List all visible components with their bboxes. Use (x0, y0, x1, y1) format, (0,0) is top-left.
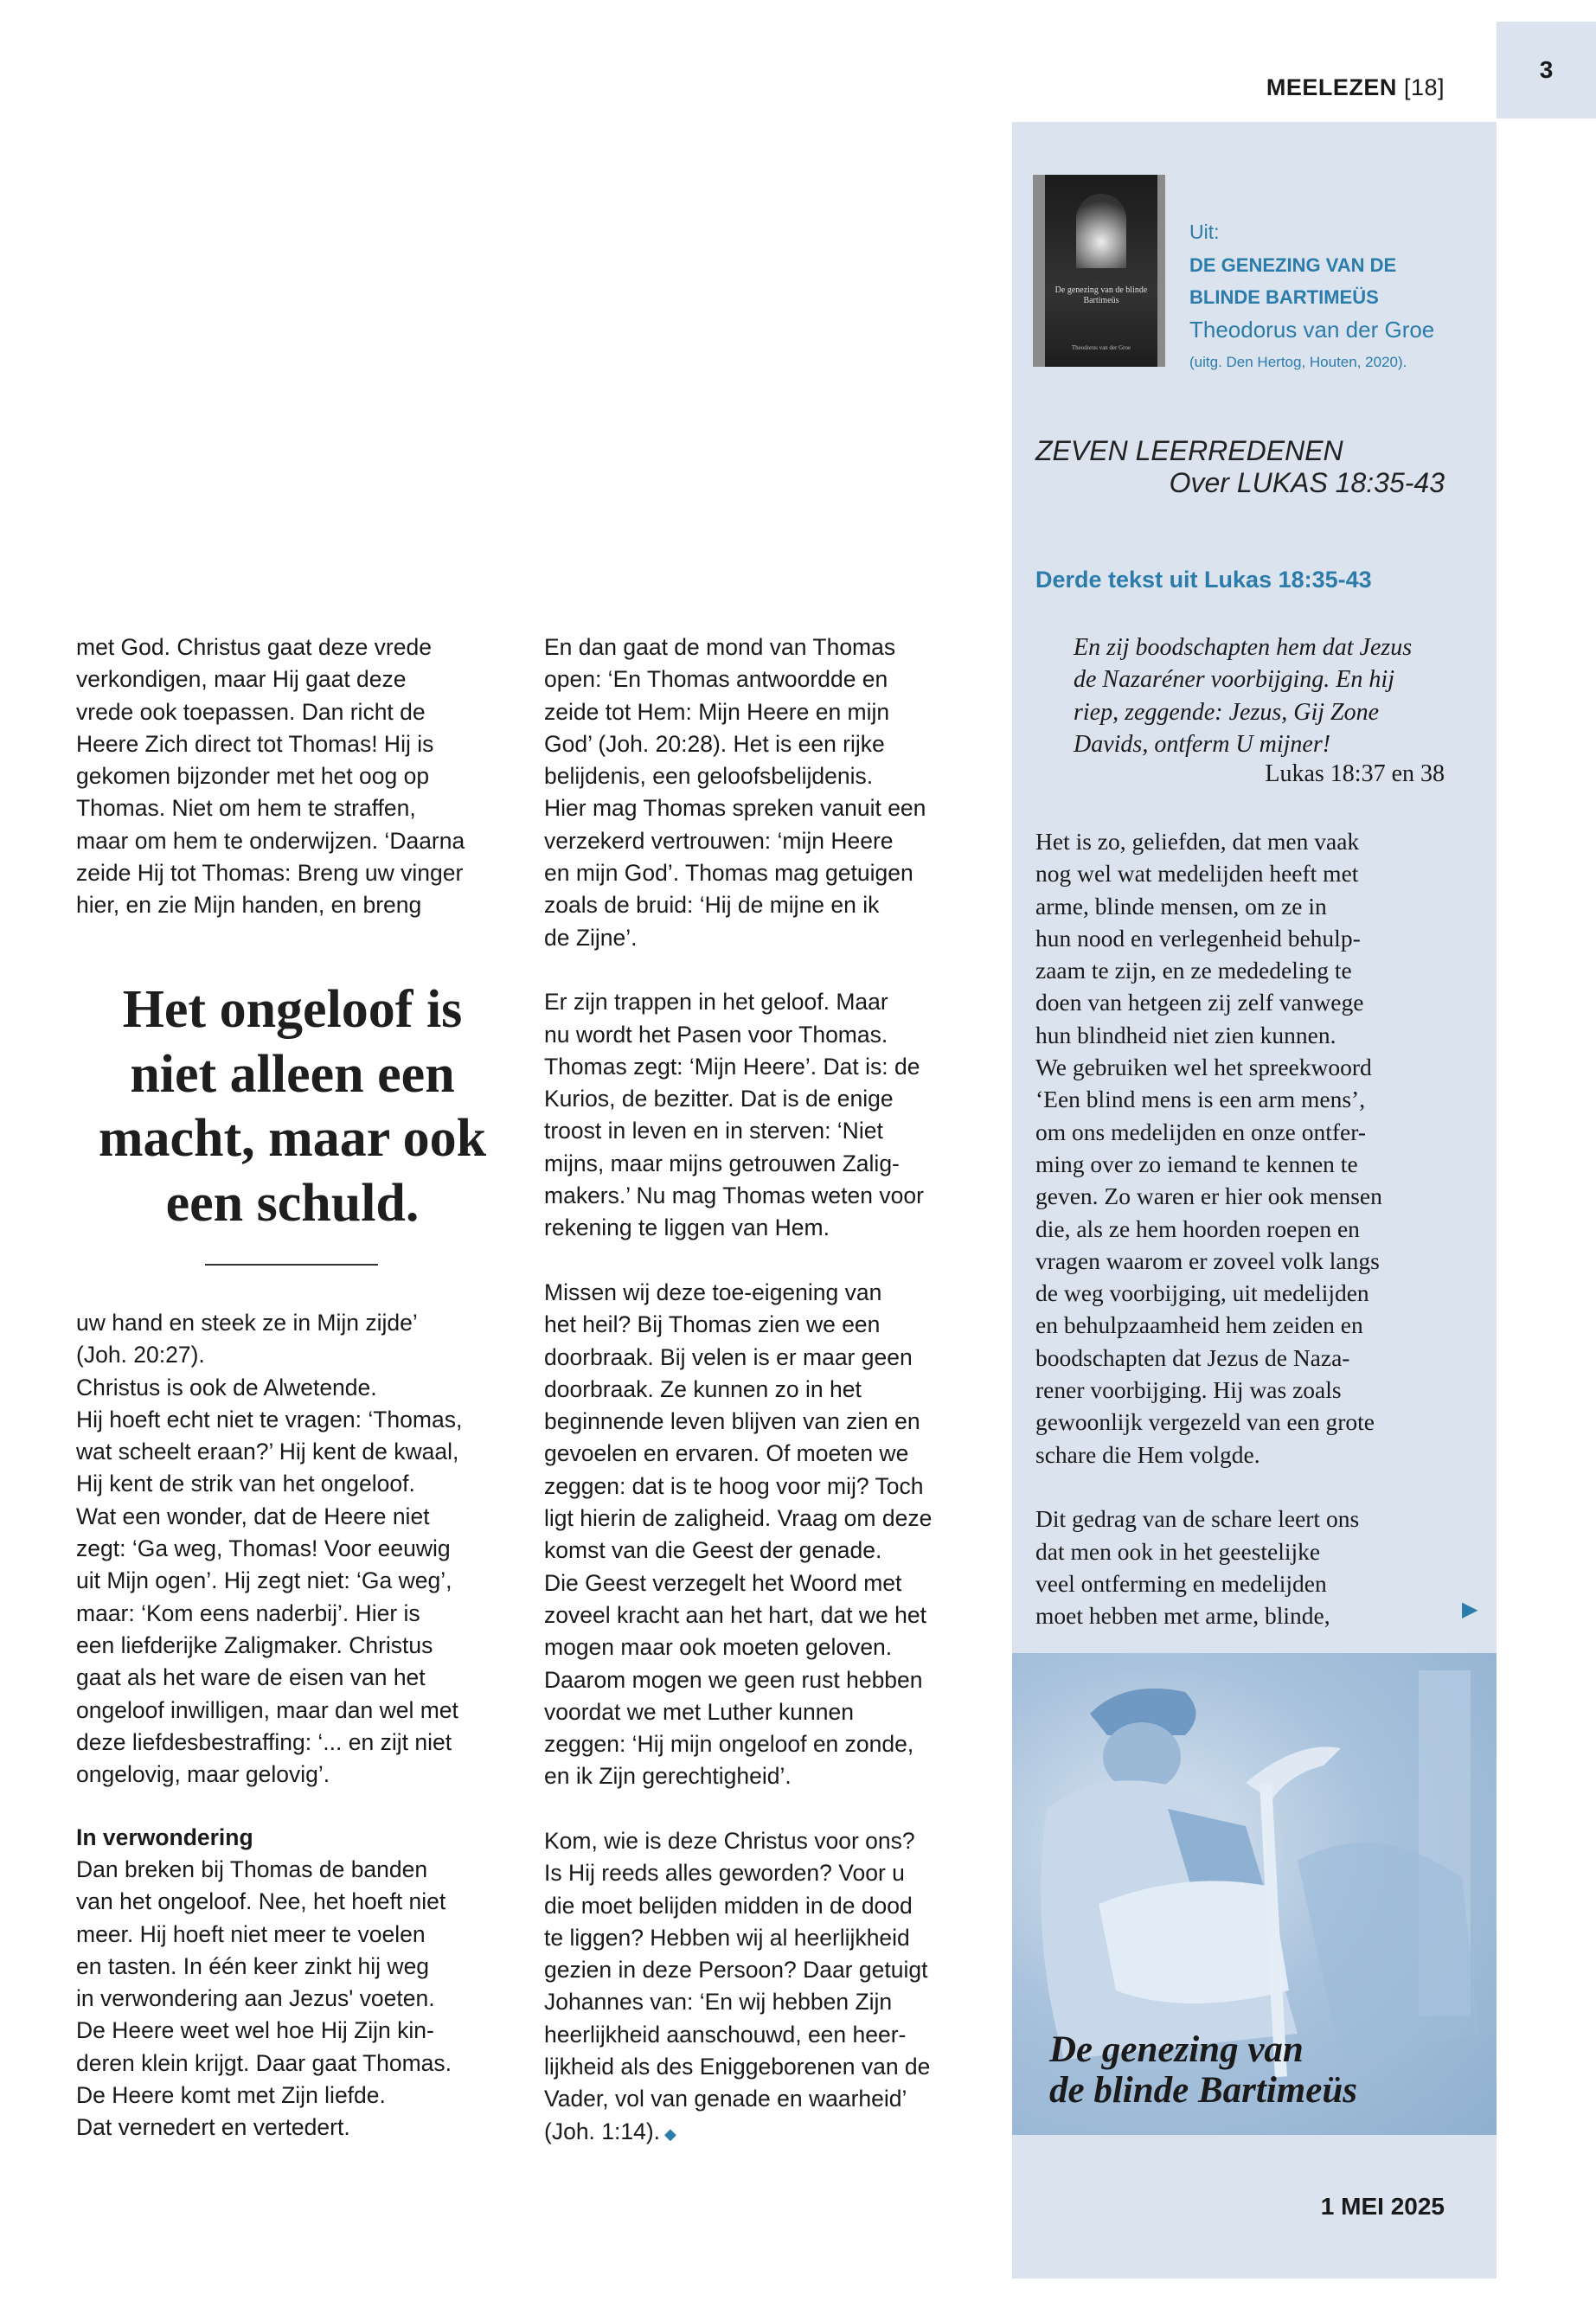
series-title: ZEVEN LEERREDENEN (1035, 435, 1343, 466)
left-column-part3 (76, 1854, 452, 2144)
text-line: Is Hij reeds alles geworden? Voor u (544, 1860, 905, 1887)
text-line: het heil? Bij Thomas zien we een (544, 1311, 881, 1338)
text-line: Hij kent de strik van het ongeloof. (76, 1471, 415, 1497)
text-line: ongeloof inwilligen, maar dan wel met (76, 1696, 458, 1723)
text-line: heerlijkheid aanschouwd, een heer- (544, 2021, 907, 2048)
quote-reference: Lukas 18:37 en 38 (1265, 760, 1445, 787)
text-line: arme, blinde mensen, om ze in (1035, 892, 1327, 920)
text-line: de Nazaréner voorbijging. En hij (1074, 666, 1394, 694)
text-line: mijns, maar mijns getrouwen Zalig- (544, 1150, 900, 1176)
page-number-tab: 3 (1497, 22, 1596, 119)
text-line: schare die Hem volgde. (1035, 1440, 1260, 1468)
text-line: rener voorbijging. Hij was zoals (1035, 1376, 1342, 1404)
text-line: verzekerd vertrouwen: ‘mijn Heere (544, 827, 894, 854)
text-line: doorbraak. Ze kunnen zo in het (544, 1375, 862, 1402)
issue-date: 1 MEI 2025 (1320, 2193, 1445, 2220)
caption-line2: de blinde Bartimeüs (1049, 2070, 1357, 2111)
text-line: gevoelen en ervaren. Of moeten we (544, 1440, 909, 1467)
text-line: vrede ook toepassen. Dan richt de (76, 698, 426, 725)
text-line: gezien in deze Persoon? Daar getuigt (544, 1957, 928, 1984)
text-line: doen van hetgeen zij zelf vanwege (1035, 989, 1364, 1016)
continue-arrow-icon: ▶ (1462, 1598, 1478, 1621)
text-line: Er zijn trappen in het geloof. Maar (544, 989, 888, 1016)
paragraph (76, 1307, 462, 1791)
book-publisher: (uitg. Den Hertog, Houten, 2020). (1189, 354, 1407, 370)
text-line: De Heere weet wel hoe Hij Zijn kin- (76, 2017, 434, 2044)
text-line: gaat als het ware de eisen van het (76, 1664, 426, 1691)
text-line: de Zijne’. (544, 924, 638, 951)
text-line: open: ‘En Thomas antwoordde en (544, 666, 888, 693)
text-line: ming over zo iemand te kennen te (1035, 1150, 1358, 1177)
text-line: Kom, wie is deze Christus voor ons? (544, 1827, 915, 1854)
text-line: niet alleen een (130, 1044, 455, 1104)
paragraph (76, 631, 465, 922)
paragraph (1035, 825, 1382, 1471)
cover-author: Theodorus van der Groe (1071, 344, 1131, 351)
text-line: een schuld. (165, 1173, 420, 1233)
end-mark-icon: ◆ (660, 2125, 676, 2143)
book-title-line1: DE GENEZING VAN DE (1189, 253, 1397, 276)
text-line: van het ongeloof. Nee, het hoeft niet (76, 1888, 446, 1915)
text-line: nog wel wat medelijden heeft met (1035, 860, 1359, 888)
text-line: ongelovig, maar gelovig’. (76, 1761, 330, 1788)
text-line: mogen maar ook moeten geloven. (544, 1634, 893, 1661)
left-column-part2 (76, 1307, 462, 1791)
text-line: maar om hem te onderwijzen. ‘Daarna (76, 827, 465, 854)
series-subtitle: Over LUKAS 18:35-43 (1169, 467, 1445, 498)
text-line: zaam te zijn, en ze mededeling te (1035, 957, 1352, 984)
text-line: en behulpzaamheid hem zeiden en (1035, 1311, 1363, 1339)
text-line: Vader, vol van genade en waarheid’ (544, 2086, 907, 2112)
text-line: Het is zo, geliefden, dat men vaak (1035, 828, 1360, 855)
text-line: om ons medelijden en onze ontfer- (1035, 1118, 1367, 1145)
text-line: Dat vernedert en vertedert. (76, 2114, 350, 2141)
text-line: ‘Een blind mens is een arm mens’, (1035, 1086, 1366, 1113)
text-line: macht, maar ook (98, 1109, 487, 1168)
text-line: riep, zeggende: Jezus, Gij Zone (1074, 698, 1380, 726)
text-line: rekening te liggen van Hem. (544, 1215, 830, 1241)
text-line: meer. Hij hoeft niet meer te voelen (76, 1920, 426, 1947)
text-line: met God. Christus gaat deze vrede (76, 634, 432, 660)
text-line: in verwondering aan Jezus' voeten. (76, 1985, 435, 2012)
text-line: Daarom mogen we geen rust hebben (544, 1666, 923, 1693)
text-line: zeggen: ‘Hij mijn ongeloof en zonde, (544, 1731, 914, 1758)
left-column-part1 (76, 631, 465, 922)
book-author: Theodorus van der Groe (1189, 316, 1435, 343)
text-line: belijdenis, een geloofsbelijdenis. (544, 763, 874, 790)
text-line: Het ongeloof is (122, 980, 463, 1039)
book-title-line2: BLINDE BARTIMEÜS (1189, 286, 1379, 308)
caption-line1: De genezing van (1049, 2029, 1304, 2070)
paragraph (544, 631, 932, 954)
text-line: zegt: ‘Ga weg, Thomas! Voor eeuwig (76, 1535, 451, 1562)
text-line: God’ (Joh. 20:28). Het is een rijke (544, 730, 885, 757)
text-line: moet hebben met arme, blinde, (1035, 1602, 1330, 1630)
text-line: zoals de bruid: ‘Hij de mijne en ik (544, 892, 880, 919)
paragraph (544, 1277, 932, 1793)
book-cover-image (1033, 175, 1165, 367)
text-line: de weg voorbijging, uit medelijden (1035, 1279, 1369, 1307)
text-line: dat men ook in het geestelijke (1035, 1537, 1321, 1565)
text-heading: Derde tekst uit Lukas 18:35-43 (1035, 567, 1372, 593)
text-line: zoveel kracht aan het hart, dat we het (544, 1601, 926, 1628)
text-line: verkondigen, maar Hij gaat deze (76, 666, 407, 693)
illustration-caption (1049, 2029, 1357, 2111)
text-line: gekomen bijzonder met het oog op (76, 763, 430, 790)
text-line: wat scheelt eraan?’ Hij kent de kwaal, (76, 1439, 459, 1465)
bible-quote (1074, 631, 1412, 760)
text-line: (Joh. 20:27). (76, 1342, 205, 1368)
text-line: lijkheid als des Eniggeborenen van de (544, 2054, 931, 2080)
text-line: Heere Zich direct tot Thomas! Hij is (76, 730, 434, 757)
text-line: te liggen? Hebben wij al heerlijkheid (544, 1924, 910, 1951)
text-line: die moet belijden midden in de dood (544, 1892, 913, 1919)
text-line: beginnende leven blijven van zien en (544, 1408, 920, 1435)
text-line: deze liefdesbestraffing: ‘... en zijt niet (76, 1728, 452, 1755)
text-line: Dan breken bij Thomas de banden (76, 1856, 428, 1882)
text-line: doorbraak. Bij velen is er maar geen (544, 1343, 913, 1370)
paragraph (544, 986, 932, 1244)
text-line: komst van die Geest der genade. (544, 1537, 882, 1564)
paragraph (544, 1825, 932, 2148)
text-line: De Heere komt met Zijn liefde. (76, 2082, 386, 2109)
text-line: zeide tot Hem: Mijn Heere en mijn (544, 698, 890, 725)
text-line: deren klein krijgt. Daar gaat Thomas. (76, 2049, 452, 2076)
text-line: hun blindheid niet zien kunnen. (1035, 1021, 1336, 1048)
text-line: Johannes van: ‘En wij hebben Zijn (544, 1989, 893, 2016)
text-line: Die Geest verzegelt het Woord met (544, 1569, 902, 1596)
text-line: En zij boodschapten hem dat Jezus (1074, 634, 1413, 661)
text-line: zeide Hij tot Thomas: Breng uw vinger (76, 860, 464, 887)
bartimeus-illustration (1012, 1653, 1497, 2135)
text-line: Hier mag Thomas spreken vanuit een (544, 795, 926, 822)
text-line: En dan gaat de mond van Thomas (544, 634, 896, 660)
text-line: veel ontferming en medelijden (1035, 1569, 1327, 1597)
pull-quote (76, 977, 509, 1235)
text-line: Thomas zegt: ‘Mijn Heere’. Dat is: de (544, 1053, 920, 1080)
text-line: We gebruiken wel het spreekwoord (1035, 1054, 1372, 1081)
paragraph (1035, 1503, 1382, 1631)
text-line: makers.’ Nu mag Thomas weten voor (544, 1183, 924, 1209)
text-line: gewoonlijk vergezeld van een grote (1035, 1408, 1375, 1436)
text-line: en ik Zijn gerechtigheid’. (544, 1763, 792, 1790)
sidebar-body (1035, 825, 1382, 1631)
paragraph (76, 1854, 452, 2144)
text-line: en mijn God’. Thomas mag getuigen (544, 860, 913, 887)
text-line: hier, en zie Mijn handen, en breng (76, 892, 422, 919)
divider (205, 1264, 378, 1266)
text-line: Thomas. Niet om hem te straffen, (76, 795, 416, 822)
source-label: Uit: (1189, 221, 1220, 243)
text-line: nu wordt het Pasen voor Thomas. (544, 1021, 888, 1048)
text-line: uit Mijn ogen’. Hij zegt niet: ‘Ga weg’, (76, 1567, 452, 1594)
text-line: en tasten. In één keer zinkt hij weg (76, 1952, 430, 1979)
book-source (1189, 216, 1434, 379)
text-line: (Joh. 1:14). ◆ (544, 2118, 676, 2144)
text-line: Wat een wonder, dat de Heere niet (76, 1503, 430, 1529)
text-line: die, als ze hem hoorden roepen en (1035, 1215, 1360, 1242)
subheading: In verwondering (76, 1824, 253, 1850)
text-line: zeggen: dat is te hoog voor mij? Toch (544, 1472, 924, 1499)
middle-column (544, 631, 932, 2148)
text-line: uw hand en steek ze in Mijn zijde’ (76, 1310, 418, 1336)
text-line: maar: ‘Kom eens naderbij’. Hier is (76, 1599, 420, 1626)
section-header (1266, 74, 1445, 101)
window-illustration (1076, 194, 1126, 268)
text-line: Davids, ontferm U mijner! (1074, 730, 1331, 758)
text-line: ligt hierin de zaligheid. Vraag om deze (544, 1505, 933, 1532)
text-line: hun nood en verlegenheid behulp- (1035, 924, 1361, 952)
text-line: Missen wij deze toe-eigening van (544, 1279, 882, 1305)
text-line: Hij hoeft echt niet te vragen: ‘Thomas, (76, 1406, 463, 1433)
issue-number: [18] (1403, 74, 1445, 100)
text-line: vragen waarom er zoveel volk langs (1035, 1247, 1380, 1274)
section-title: MEELEZEN (1266, 74, 1397, 100)
text-line: een liefderijke Zaligmaker. Christus (76, 1631, 433, 1658)
text-line: troost in leven en in sterven: ‘Niet (544, 1118, 883, 1144)
cover-title: De genezing van de blinde Bartimeüs (1054, 285, 1148, 305)
text-line: boodschapten dat Jezus de Naza- (1035, 1343, 1350, 1371)
text-line: voordat we met Luther kunnen (544, 1698, 854, 1725)
text-line: Christus is ook de Alwetende. (76, 1374, 377, 1400)
text-line: Kurios, de bezitter. Dat is de enige (544, 1086, 894, 1112)
text-line: Dit gedrag van de schare leert ons (1035, 1505, 1360, 1533)
text-line: geven. Zo waren er hier ook mensen (1035, 1183, 1382, 1210)
